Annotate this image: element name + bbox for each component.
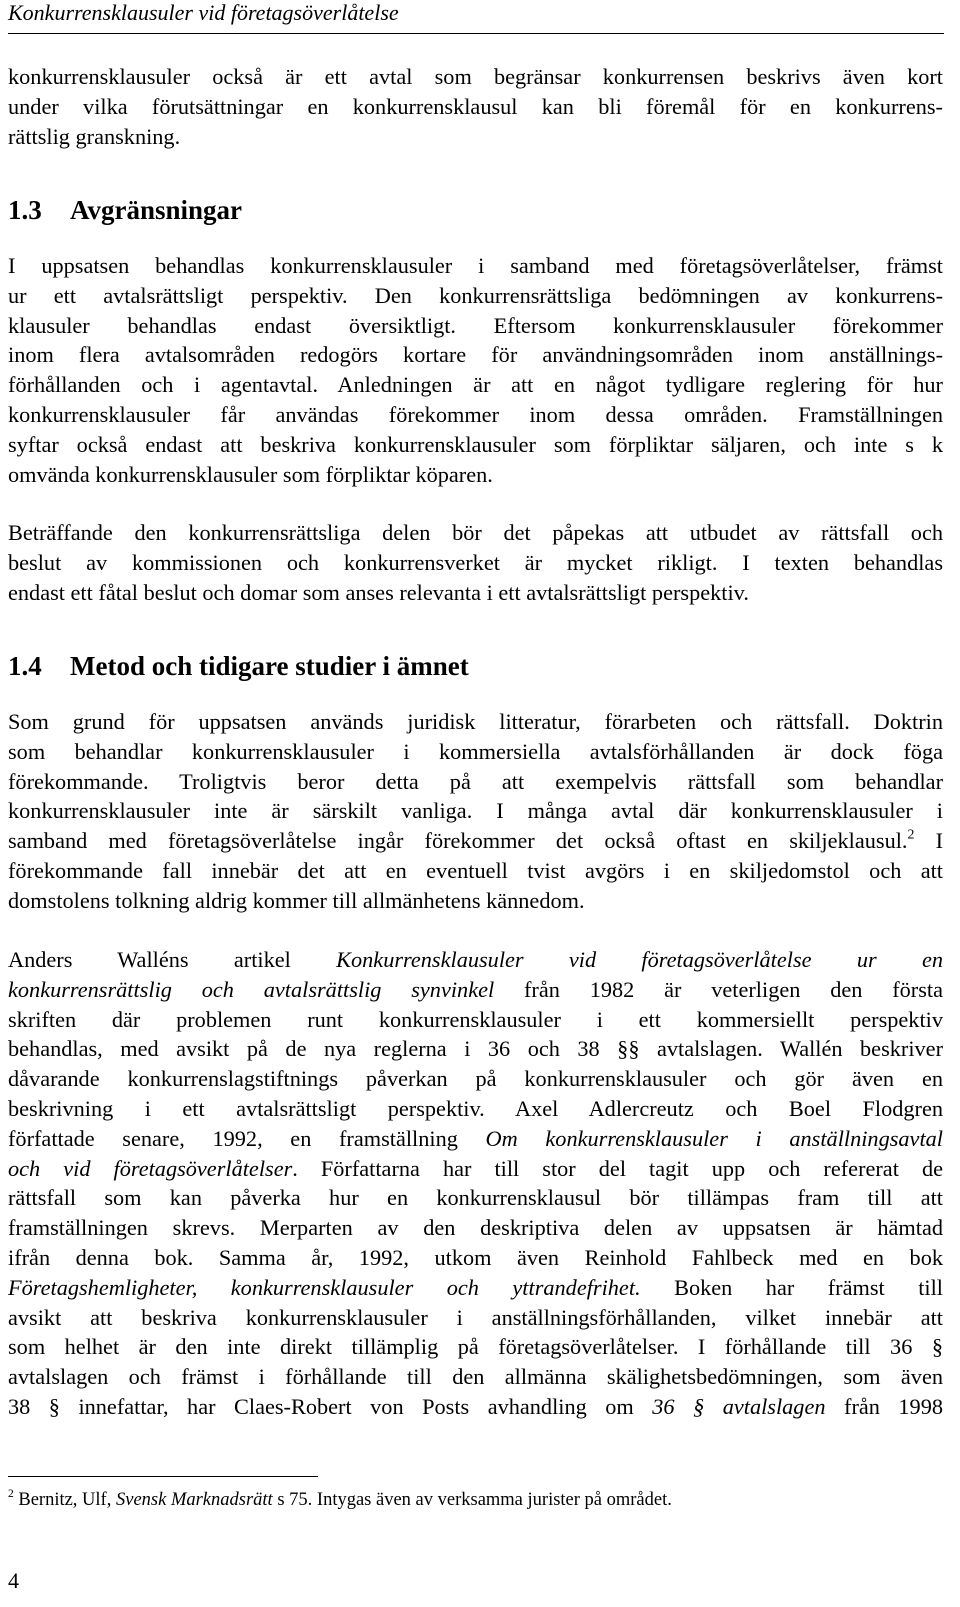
section-1-4-paragraph-1 (8, 707, 943, 916)
text-line: rättsfall som kan påverka hur en konkurrensklausul bör tillämpas fram till att (8, 1185, 943, 1211)
text-line: behandlas, med avsikt på de nya reglerna i 36 och 38 §§ avtalslagen. Wallén beskriver (8, 1036, 943, 1062)
text-line: förekommande fall innebär det att en eventuell tvist avgörs i en skiljedomstol och att (8, 857, 943, 883)
text-line (8, 945, 943, 975)
text-line: Som grund för uppsatsen används juridisk litteratur, förarbeten och rättsfall. Doktrin (8, 709, 943, 734)
section-heading-1-3 (8, 194, 242, 226)
text-line: ur ett avtalsrättsligt perspektiv. Den konkurrensrättsliga bedömningen av konkurrens- (8, 282, 943, 308)
text-line: under vilka förutsättningar en konkurrensklausul kan bli föremål för en konkurrens- (8, 93, 943, 119)
text-run: 38 § innefattar, har Claes-Robert von Posts avhandling om (8, 1393, 653, 1419)
text-line: dåvarande konkurrenslagstiftnings påverkan på konkurrensklausuler och gör även en (8, 1066, 943, 1092)
text-run: . Författarna har till stor del tagit upp och refererat de (292, 1155, 943, 1181)
footnote-marker: 2 (8, 1487, 14, 1500)
page-number: 4 (8, 1568, 19, 1593)
section-1-4-paragraph-2 (8, 945, 943, 1422)
book-title: Konkurrensklausuler vid företagsöverlåtelse ur en (336, 947, 943, 972)
text-line: förhållanden och i agentavtal. Anledningen är att en något tydligare reglering för hur (8, 372, 943, 398)
book-title: 36 § avtalslagen (652, 1393, 826, 1419)
text-line: omvända konkurrensklausuler som förpliktar köparen. (8, 461, 493, 487)
text-run: samband med företagsöverlåtelse ingår förekommer det också oftast en skiljeklausul. (8, 828, 908, 854)
text-run: från 1982 är veterligen den första (494, 976, 943, 1002)
section-heading-1-4 (8, 650, 469, 682)
section-1-3-paragraph-1 (8, 251, 943, 489)
footnote-reference: 2 (907, 826, 915, 842)
text-line: beskrivning i ett avtalsrättsligt perspektiv. Axel Adlercreutz och Boel Flodgren (8, 1095, 943, 1121)
text-line: rättslig granskning. (8, 123, 181, 149)
section-title: Metod och tidigare studier i ämnet (70, 651, 469, 681)
text-line: syftar också endast att beskriva konkurrensklausuler som förpliktar säljaren, och inte s k (8, 431, 943, 457)
text-line: I uppsatsen behandlas konkurrensklausuler i samband med företagsöverlåtelser, främst (8, 253, 943, 278)
text-line: konkurrensklausuler får användas förekommer inom dessa områden. Framställningen (8, 401, 943, 427)
section-number: 1.4 (8, 651, 42, 681)
text-line: beslut av kommissionen och konkurrensverket är mycket rikligt. I texten behandlas (8, 549, 943, 575)
text-run: från 1998 (825, 1393, 944, 1419)
text-line: endast ett fåtal beslut och domar som anses relevanta i ett avtalsrättsligt perspektiv. (8, 579, 749, 605)
text-line: inom flera avtalsområden redogörs kortare för användningsområden inom anställnings- (8, 342, 943, 368)
text-run: Boken har främst till (640, 1274, 943, 1300)
text-line: skriften där problemen runt konkurrensklausuler i ett kommersiellt perspektiv (8, 1006, 943, 1032)
text-line (8, 1392, 943, 1422)
text-run: I (914, 828, 944, 854)
text-line (8, 1154, 943, 1184)
book-title: Företagshemligheter, konkurrensklausuler och yttrandefrihet. (8, 1274, 641, 1300)
book-title: Om konkurrensklausuler i anställningsavtal (485, 1125, 943, 1151)
text-line (8, 1124, 943, 1154)
book-title: konkurrensrättslig och avtalsrättslig synvinkel (8, 976, 495, 1002)
text-line (8, 1273, 943, 1303)
section-title: Avgränsningar (70, 195, 243, 225)
intro-paragraph (8, 62, 943, 151)
book-title: och vid företagsöverlåtelser (8, 1155, 293, 1181)
text-run: Anders Walléns artikel (8, 947, 337, 972)
text-line (8, 975, 943, 1005)
text-line: konkurrensklausuler också är ett avtal som begränsar konkurrensen beskrivs även kort (8, 64, 943, 89)
footnote (8, 1488, 672, 1512)
text-line: förekommande. Troligtvis beror detta på att exempelvis rättsfall som behandlar (8, 768, 943, 794)
text-line: framställningen skrevs. Merparten av den deskriptiva delen av uppsatsen är hämtad (8, 1215, 943, 1241)
footnote-text: s 75. Intygas även av verksamma jurister på området. (272, 1490, 672, 1510)
text-line: ifrån denna bok. Samma år, 1992, utkom även Reinhold Fahlbeck med en bok (8, 1244, 943, 1270)
section-number: 1.3 (8, 195, 42, 225)
header-rule (8, 33, 944, 34)
text-line: som behandlar konkurrensklausuler i kommersiella avtalsförhållanden är dock föga (8, 738, 943, 764)
text-line: som helhet är den inte direkt tillämplig på företagsöverlåtelser. I förhållande till 36 § (8, 1334, 943, 1360)
text-line: avsikt att beskriva konkurrensklausuler i anställningsförhållanden, vilket innebär att (8, 1304, 943, 1330)
text-line (8, 826, 943, 856)
footnote-text: Bernitz, Ulf, (13, 1490, 116, 1510)
footnote-rule (8, 1476, 318, 1477)
text-run: författade senare, 1992, en framställning (8, 1125, 486, 1151)
text-line: domstolens tolkning aldrig kommer till allmänhetens kännedom. (8, 887, 585, 913)
footnote-book-title: Svensk Marknadsrätt (115, 1490, 273, 1510)
text-line: klausuler behandlas endast översiktligt. Eftersom konkurrensklausuler förekommer (8, 312, 943, 338)
running-header: Konkurrensklausuler vid företagsöverlåtelse (8, 0, 399, 25)
text-line: konkurrensklausuler inte är särskilt vanliga. I många avtal där konkurrensklausuler i (8, 798, 943, 824)
text-line: avtalslagen och främst i förhållande till den allmänna skälighetsbedömningen, som även (8, 1364, 943, 1390)
text-line: Beträffande den konkurrensrättsliga delen bör det påpekas att utbudet av rättsfall och (8, 520, 943, 545)
section-1-3-paragraph-2 (8, 518, 943, 607)
